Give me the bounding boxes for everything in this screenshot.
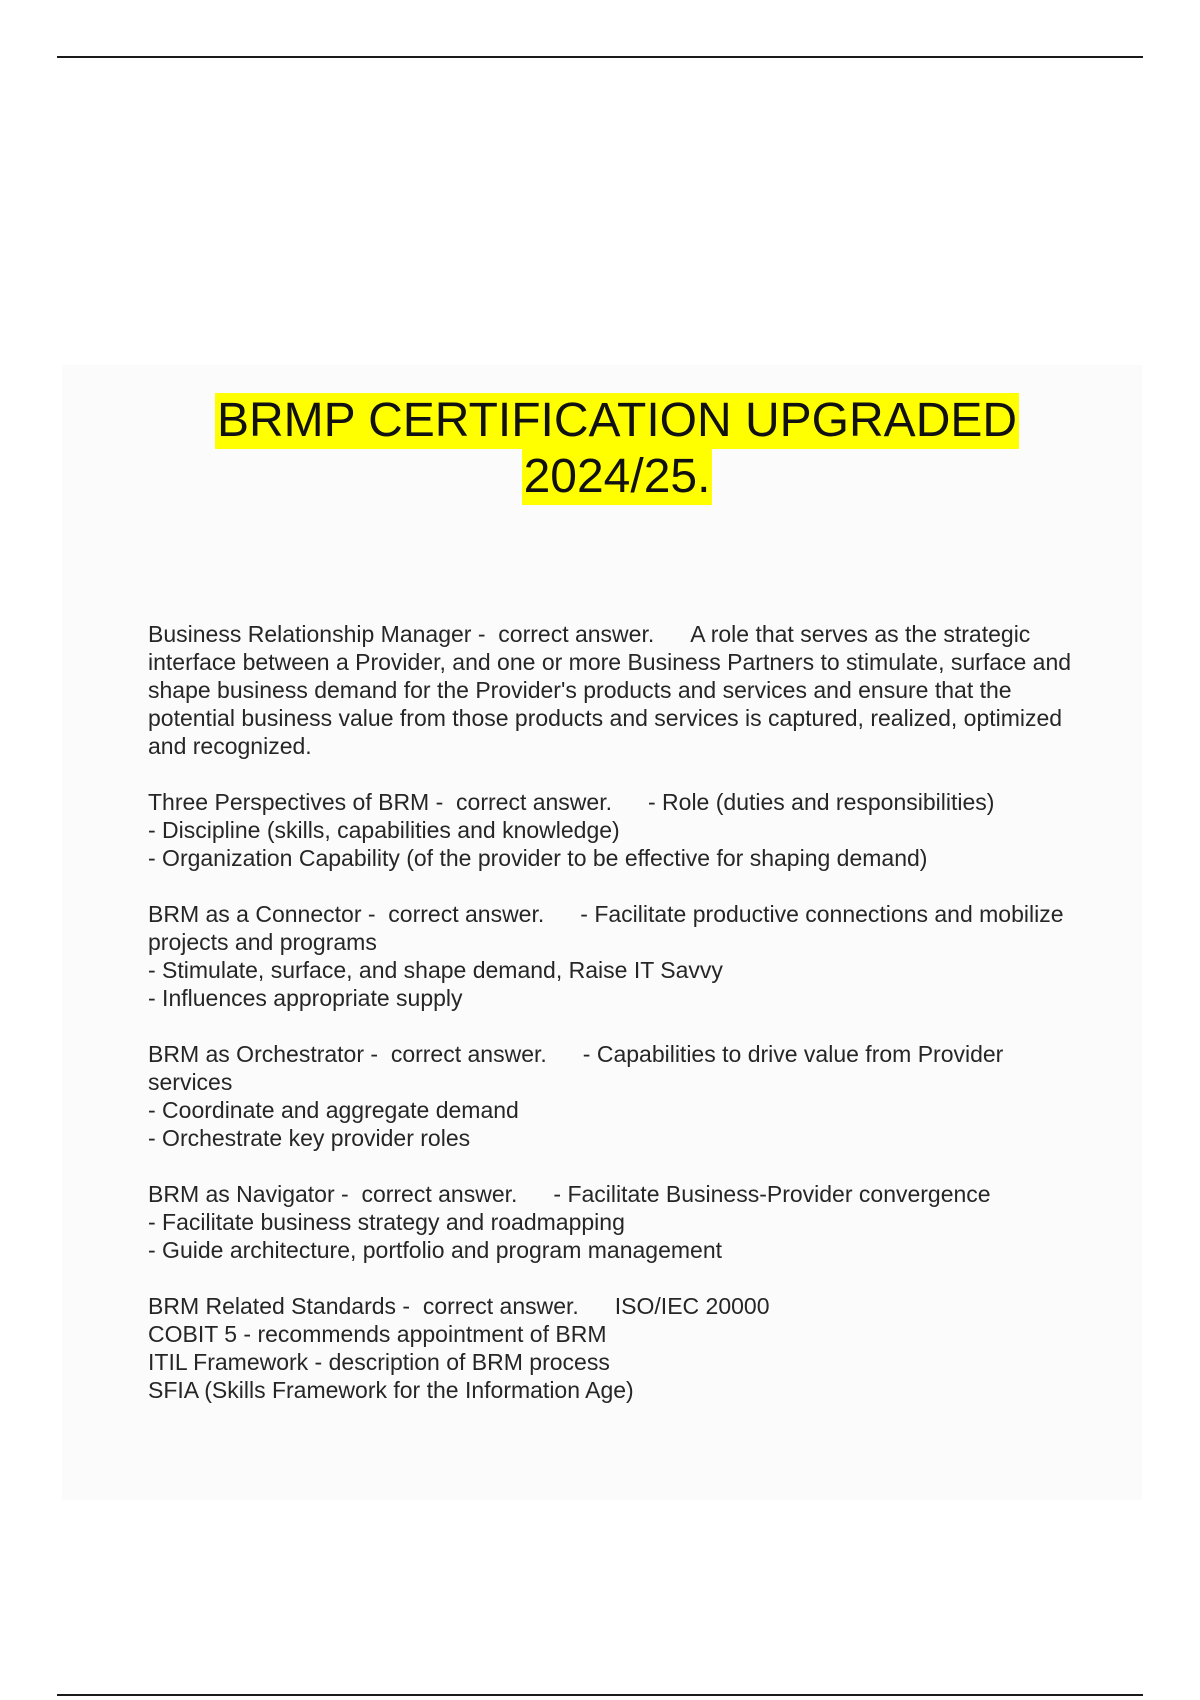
entry-text <box>148 1180 1088 1208</box>
entry-answer-line: - Discipline (skills, capabilities and knowledge) <box>148 817 620 843</box>
entry-answer-line: - Orchestrate key provider roles <box>148 1125 471 1151</box>
flashcard-entry <box>148 1040 1088 1152</box>
entry-text <box>148 1292 1088 1320</box>
entry-answer-line: SFIA (Skills Framework for the Information Age) <box>148 1377 634 1403</box>
entry-answer-line: ITIL Framework - description of BRM process <box>148 1349 610 1375</box>
flashcard-entry <box>148 1292 1088 1404</box>
entry-answer-line: - Facilitate Business-Provider convergence <box>553 1181 991 1207</box>
flashcard-entry <box>148 788 1088 872</box>
entry-answer-line: - Role (duties and responsibilities) <box>648 789 995 815</box>
entry-answer-line: ISO/IEC 20000 <box>614 1293 770 1319</box>
entry-text <box>148 788 1088 816</box>
entry-text <box>148 620 1088 760</box>
flashcard-list <box>148 620 1088 1432</box>
entry-answer-line: - Stimulate, surface, and shape demand, Raise IT Savvy <box>148 957 723 983</box>
top-rule <box>57 56 1143 58</box>
entry-answer-line: - Facilitate productive connections and mobilize projects and programs <box>148 901 1070 955</box>
flashcard-entry <box>148 1180 1088 1264</box>
entry-term: Business Relationship Manager - correct answer. <box>148 621 655 647</box>
title-line-2: 2024/25. <box>523 450 711 503</box>
entry-answer-line: - Facilitate business strategy and roadmapping <box>148 1209 625 1235</box>
entry-answer-line: - Capabilities to drive value from Provider services <box>148 1041 1010 1095</box>
bottom-rule <box>57 1694 1143 1696</box>
title-line-1: BRMP CERTIFICATION UPGRADED <box>216 394 1018 447</box>
entry-answer-line: COBIT 5 - recommends appointment of BRM <box>148 1321 607 1347</box>
document-title <box>0 393 1200 505</box>
entry-term: BRM as Navigator - correct answer. <box>148 1181 518 1207</box>
entry-text <box>148 1040 1088 1096</box>
entry-answer-line: - Coordinate and aggregate demand <box>148 1097 519 1123</box>
entry-answer-line: - Organization Capability (of the provider to be effective for shaping demand) <box>148 845 928 871</box>
entry-answer-line: - Guide architecture, portfolio and program management <box>148 1237 723 1263</box>
entry-answer-line: A role that serves as the strategic interface between a Provider, and one or more Business Partners to stimulate, surface and shape business demand for the Provider's products and services and ensure that the potential business value from those products and services is captured, realized, optimized and recognized. <box>148 621 1078 759</box>
entry-text <box>148 900 1088 956</box>
entry-term: BRM as Orchestrator - correct answer. <box>148 1041 547 1067</box>
entry-term: BRM as a Connector - correct answer. <box>148 901 545 927</box>
entry-term: Three Perspectives of BRM - correct answer. <box>148 789 612 815</box>
entry-term: BRM Related Standards - correct answer. <box>148 1293 579 1319</box>
flashcard-entry <box>148 900 1088 1012</box>
flashcard-entry <box>148 620 1088 760</box>
entry-answer-line: - Influences appropriate supply <box>148 985 463 1011</box>
